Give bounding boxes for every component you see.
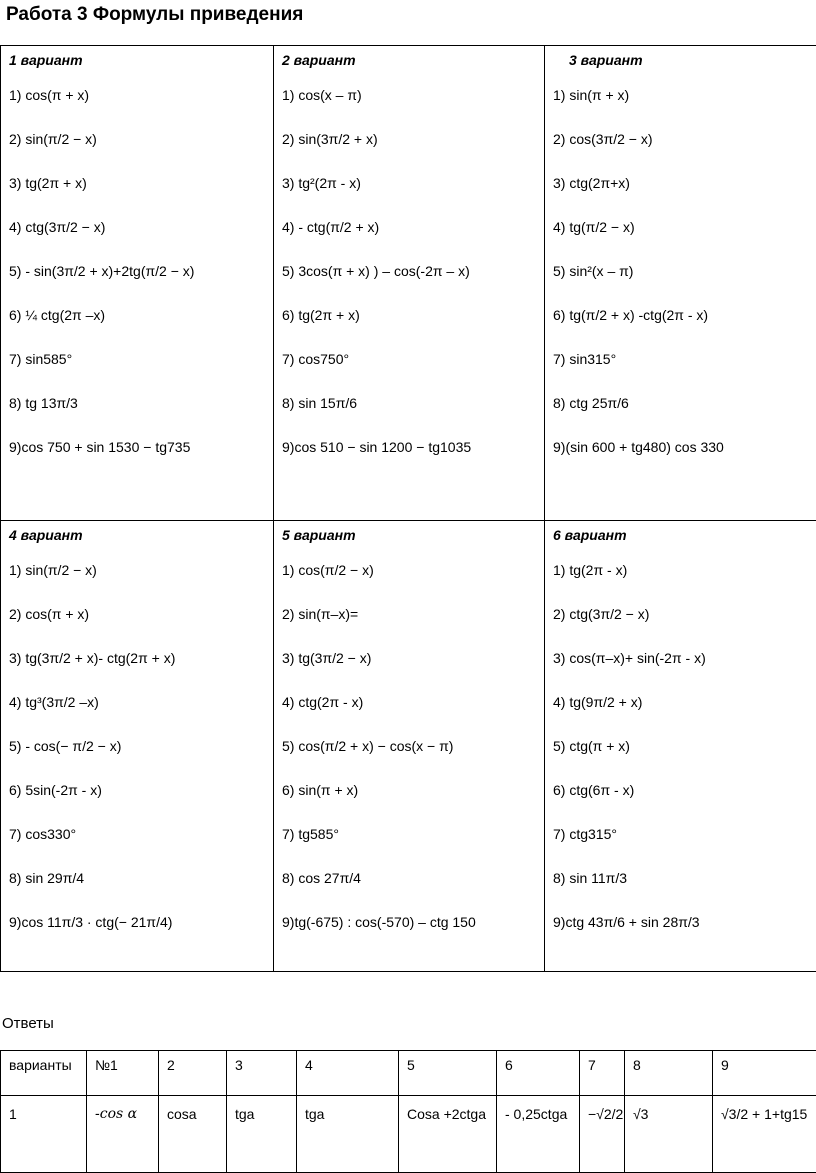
task: 2) sin(π/2 − x) [9, 129, 265, 149]
task: 9)cos 750 + sin 1530 − tg735 [9, 437, 265, 457]
task: 5) - sin(3π/2 + x)+2tg(π/2 − x) [9, 261, 265, 281]
task: 3) ctg(2π+x) [553, 173, 808, 193]
task: 8) tg 13π/3 [9, 393, 265, 413]
variants-row-1 [1, 46, 816, 521]
answers-cell: −√2/2 [580, 1096, 625, 1173]
task: 7) tg585° [282, 824, 536, 844]
task: 7) ctg315° [553, 824, 808, 844]
task: 5) 3cos(π + x) ) – cos(-2π – x) [282, 261, 536, 281]
task: 4) tg(9π/2 + x) [553, 692, 808, 712]
task: 2) ctg(3π/2 − x) [553, 604, 808, 624]
task: 4) tg(π/2 − x) [553, 217, 808, 237]
task: 7) cos750° [282, 349, 536, 369]
task: 5) - cos(− π/2 − x) [9, 736, 265, 756]
answers-header-cell: №1 [87, 1051, 159, 1096]
variant-header: 2 вариант [282, 52, 536, 68]
variants-row-2 [1, 521, 816, 972]
answers-cell: √3 [625, 1096, 713, 1173]
answers-header-cell: 7 [580, 1051, 625, 1096]
task: 6) 5sin(-2π - x) [9, 780, 265, 800]
task: 3) cos(π–x)+ sin(-2π - x) [553, 648, 808, 668]
variant-header: 1 вариант [9, 52, 265, 68]
answers-cell: - 0,25ctga [497, 1096, 580, 1173]
variant-cell-4 [1, 521, 274, 972]
answers-header-cell: 5 [399, 1051, 497, 1096]
task: 4) ctg(3π/2 − x) [9, 217, 265, 237]
task: 9)cos 11π/3 · ctg(− 21π/4) [9, 912, 265, 932]
task: 3) tg²(2π - x) [282, 173, 536, 193]
variant-header: 3 вариант [553, 52, 808, 68]
task: 6) tg(2π + x) [282, 305, 536, 325]
answers-cell: -cos α [87, 1096, 159, 1173]
task: 4) - ctg(π/2 + x) [282, 217, 536, 237]
task: 8) sin 11π/3 [553, 868, 808, 888]
task: 2) sin(3π/2 + x) [282, 129, 536, 149]
answers-header-cell: 4 [297, 1051, 399, 1096]
task: 5) ctg(π + x) [553, 736, 808, 756]
task: 1) sin(π + x) [553, 85, 808, 105]
task: 6) sin(π + x) [282, 780, 536, 800]
answers-row [1, 1096, 816, 1173]
task: 1) cos(π + x) [9, 85, 265, 105]
task: 8) cos 27π/4 [282, 868, 536, 888]
answers-cell: √3/2 + 1+tg15 [713, 1096, 816, 1173]
answers-header-cell: 3 [227, 1051, 297, 1096]
task: 9)tg(-675) : cos(-570) – ctg 150 [282, 912, 536, 932]
answers-header-cell: 2 [159, 1051, 227, 1096]
variant-header: 6 вариант [553, 527, 808, 543]
answers-header-cell: 6 [497, 1051, 580, 1096]
variants-table [0, 45, 816, 972]
variant-cell-2 [274, 46, 545, 521]
variant-cell-3 [545, 46, 816, 521]
task: 9)cos 510 − sin 1200 − tg1035 [282, 437, 536, 457]
answers-cell: cosa [159, 1096, 227, 1173]
answers-cell: 1 [1, 1096, 87, 1173]
task: 5) cos(π/2 + x) − cos(x − π) [282, 736, 536, 756]
task: 1) cos(π/2 − x) [282, 560, 536, 580]
task: 1) cos(x – π) [282, 85, 536, 105]
answers-header-cell: варианты [1, 1051, 87, 1096]
task: 7) sin585° [9, 349, 265, 369]
answers-header-row [1, 1051, 816, 1096]
variant-cell-5 [274, 521, 545, 972]
task: 6) ctg(6π - x) [553, 780, 808, 800]
answers-cell: Cosa +2ctga [399, 1096, 497, 1173]
task: 4) ctg(2π - x) [282, 692, 536, 712]
task: 1) sin(π/2 − x) [9, 560, 265, 580]
task: 7) sin315° [553, 349, 808, 369]
task: 6) tg(π/2 + x) -ctg(2π - x) [553, 305, 808, 325]
task: 3) tg(2π + x) [9, 173, 265, 193]
answers-label: Ответы [2, 1015, 54, 1032]
variant-cell-1 [1, 46, 274, 521]
task: 7) cos330° [9, 824, 265, 844]
variant-header: 5 вариант [282, 527, 536, 543]
task: 2) cos(π + x) [9, 604, 265, 624]
task: 8) ctg 25π/6 [553, 393, 808, 413]
task: 6) ¼ ctg(2π –x) [9, 305, 265, 325]
task: 3) tg(3π/2 + x)- ctg(2π + x) [9, 648, 265, 668]
answers-cell: tga [227, 1096, 297, 1173]
answers-header-cell: 9 [713, 1051, 816, 1096]
variant-header: 4 вариант [9, 527, 265, 543]
task: 5) sin²(x – π) [553, 261, 808, 281]
task: 9)ctg 43π/6 + sin 28π/3 [553, 912, 808, 932]
task: 3) tg(3π/2 − x) [282, 648, 536, 668]
answers-cell: tga [297, 1096, 399, 1173]
task: 2) sin(π–x)= [282, 604, 536, 624]
task: 8) sin 15π/6 [282, 393, 536, 413]
task: 2) cos(3π/2 − x) [553, 129, 808, 149]
task: 4) tg³(3π/2 –x) [9, 692, 265, 712]
task: 9)(sin 600 + tg480) cos 330 [553, 437, 808, 457]
answers-table [0, 1050, 816, 1173]
task: 8) sin 29π/4 [9, 868, 265, 888]
answers-header-cell: 8 [625, 1051, 713, 1096]
page-title: Работа 3 Формулы приведения [6, 4, 303, 26]
task: 1) tg(2π - x) [553, 560, 808, 580]
variant-cell-6 [545, 521, 816, 972]
